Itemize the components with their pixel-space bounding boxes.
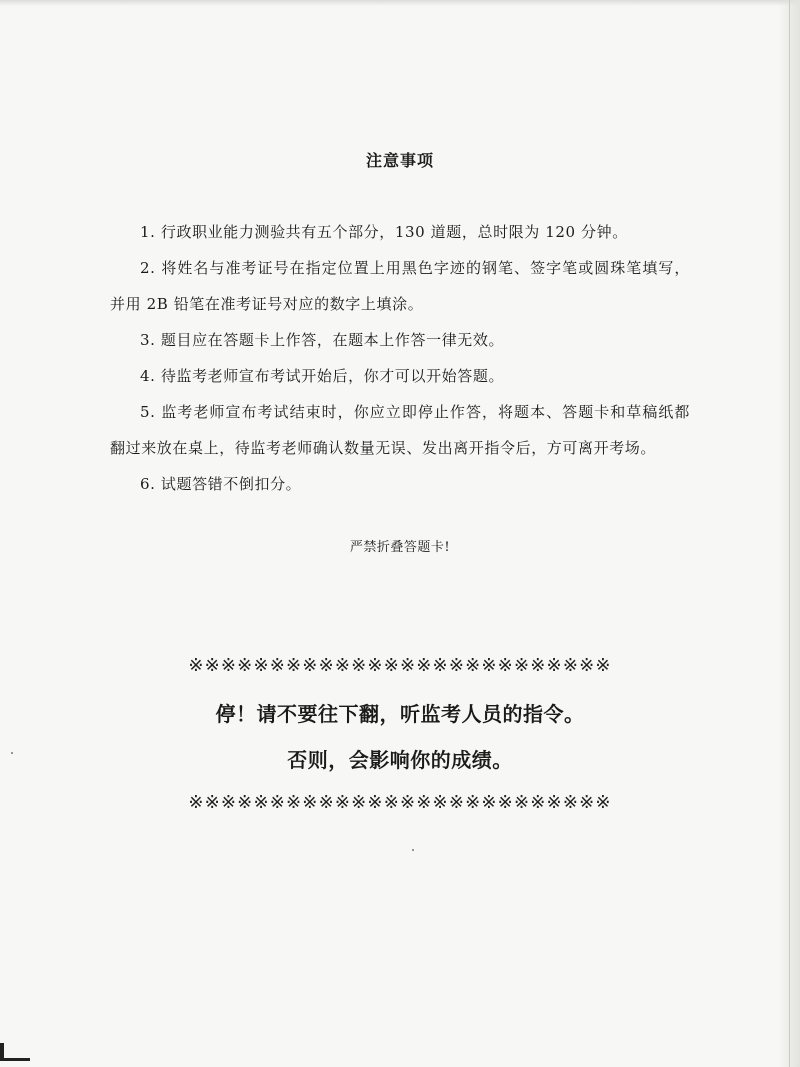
notice-item-1: 1. 行政职业能力测验共有五个部分，130 道题，总时限为 120 分钟。: [140, 223, 628, 241]
notice-item-3: 3. 题目应在答题卡上作答，在题本上作答一律无效。: [140, 331, 505, 349]
notice-list: [110, 214, 690, 502]
stars-divider-top: ※※※※※※※※※※※※※※※※※※※※※※※※※※: [188, 655, 612, 676]
consequence-note: 否则，会影响你的成绩。: [287, 748, 513, 772]
scan-speck: [412, 849, 414, 851]
notice-item-5: 5. 监考老师宣布考试结束时，你应立即停止作答，将题本、答题卡和草稿纸都翻过来放在桌上，待监考老师确认数量无误、发出离开指令后，方可离开考场。: [110, 403, 690, 457]
stars-divider-bottom: ※※※※※※※※※※※※※※※※※※※※※※※※※※: [188, 792, 612, 813]
page-edge-top: [0, 0, 800, 6]
corner-registration-mark: [0, 1043, 30, 1061]
fold-warning: 严禁折叠答题卡!: [349, 540, 451, 555]
notice-item-2: 2. 将姓名与准考证号在指定位置上用黑色字迹的钢笔、签字笔或圆珠笔填写，并用 2B 铅笔在准考证号对应的数字上填涂。: [110, 259, 690, 313]
stop-instruction: 停！请不要往下翻，听监考人员的指令。: [215, 702, 585, 726]
notice-item-6: 6. 试题答错不倒扣分。: [140, 475, 302, 493]
notice-item-4: 4. 待监考老师宣布考试开始后，你才可以开始答题。: [140, 367, 505, 385]
page-title: 注意事项: [365, 151, 434, 170]
